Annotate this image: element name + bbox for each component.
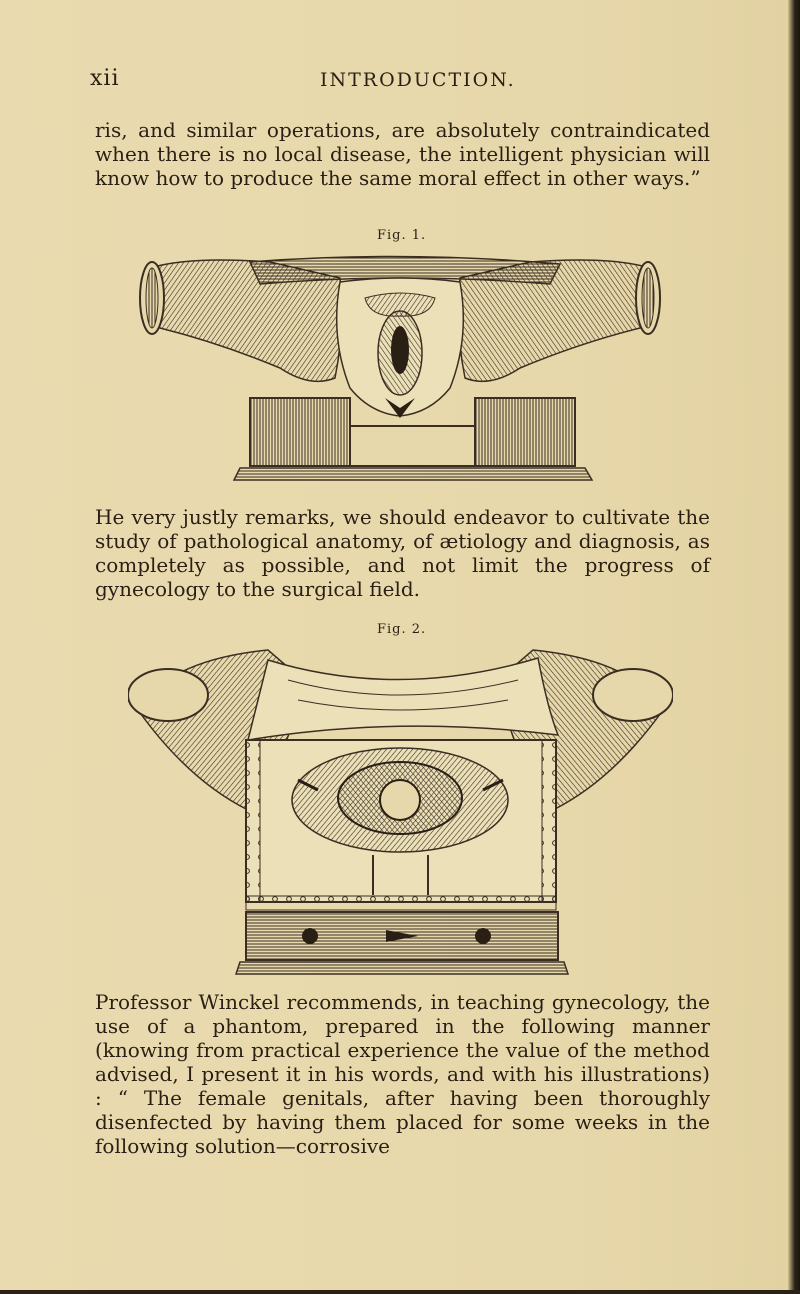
paragraph: ris, and similar operations, are absolutely contraindicated when there is no local disease, the intelligent physician will know how to produce the same moral effect in other ways.” (95, 118, 710, 190)
page-edge (0, 1290, 800, 1294)
page-number: xii (90, 66, 120, 91)
paragraph: He very justly remarks, we should endeavor to cultivate the study of pathological anatomy, of ætiology and diagnosis, as completely as possible, and not limit the progress of gynecology to the surgical field. (95, 505, 710, 601)
figure-caption: Fig. 2. (377, 622, 427, 637)
figure-1-engraving (130, 248, 670, 486)
paragraph: Professor Winckel recommends, in teaching gynecology, the use of a phantom, prepared in the following manner (knowing from practical experience the value of the method advised, I present it in his words, and with his illustrations) : “ The female genitals, after having been thoroughly disenfected by having them placed for some weeks in the following solution—corrosive (95, 990, 710, 1158)
figure-2-engraving (128, 640, 673, 978)
page-header (0, 66, 800, 96)
phantom-opened-illustration (128, 640, 673, 978)
running-head: INTRODUCTION. (320, 69, 516, 91)
page-edge (788, 0, 800, 1294)
phantom-illustration (130, 248, 670, 486)
figure-caption: Fig. 1. (377, 228, 427, 243)
